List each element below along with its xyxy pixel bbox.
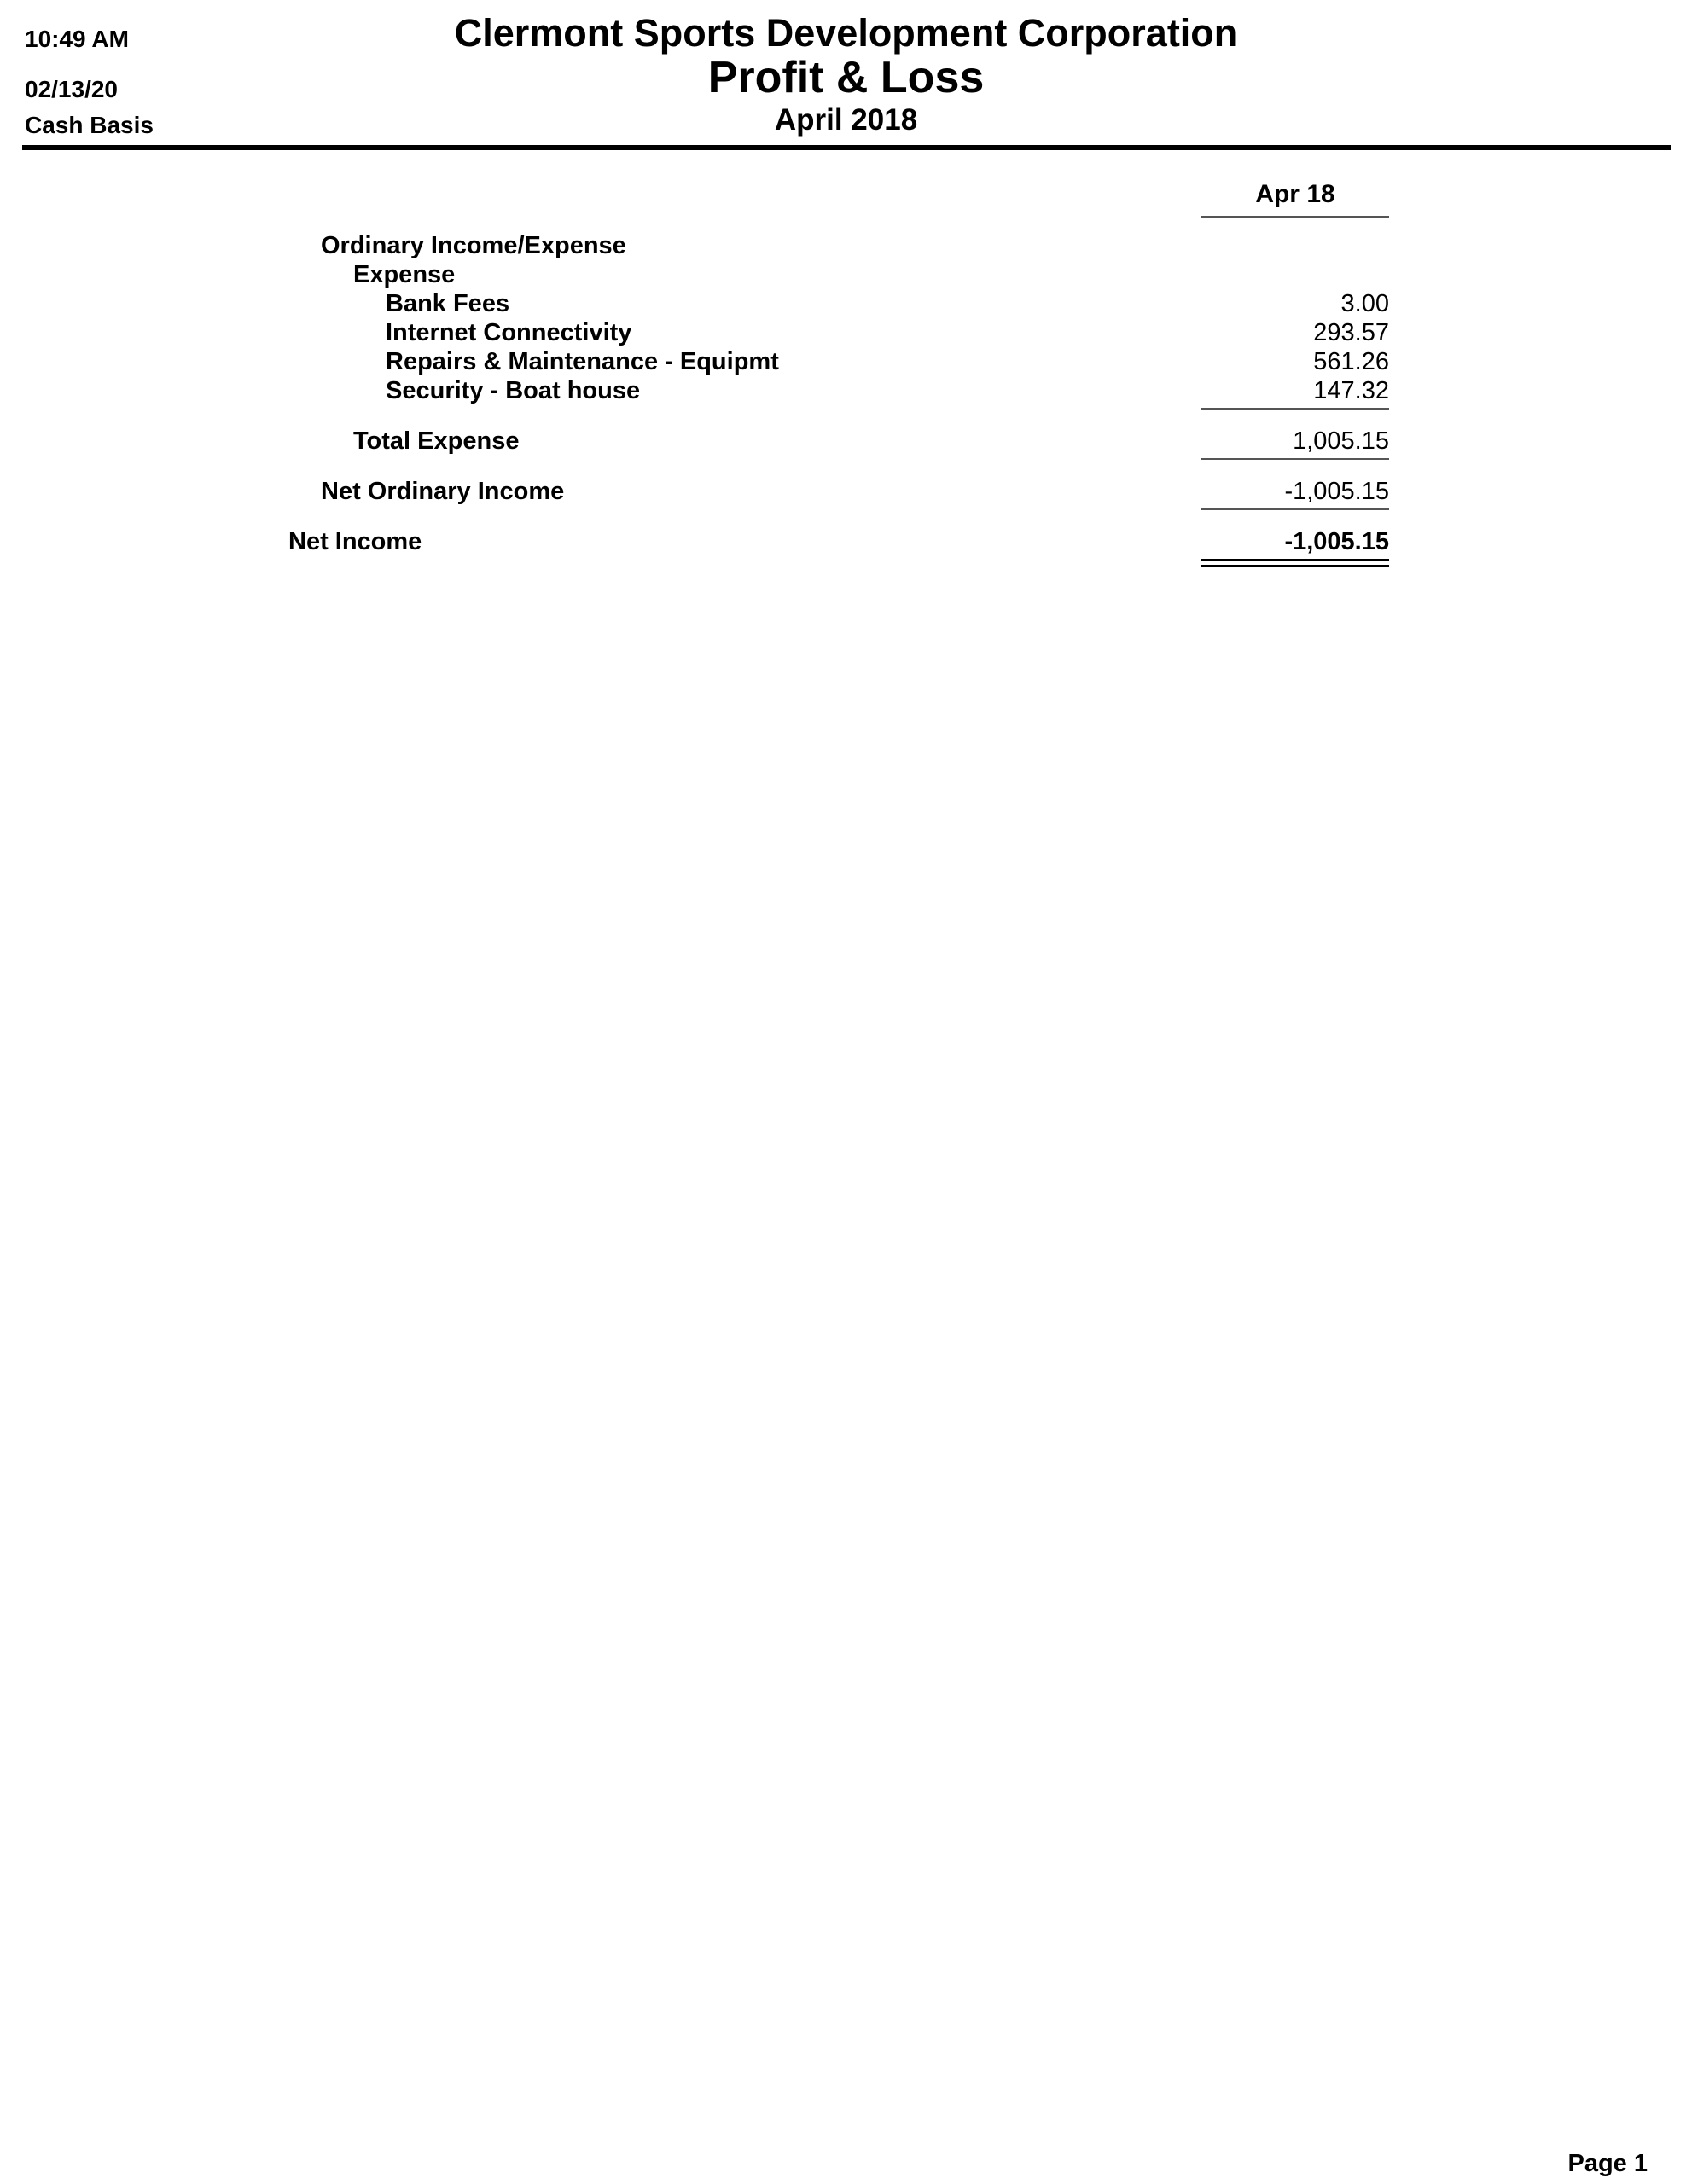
page-number: Page 1	[1567, 2150, 1648, 2177]
subtotal-rule	[1201, 508, 1389, 510]
expense-item-value: 147.32	[1313, 377, 1389, 404]
report-date: 02/13/20	[25, 76, 118, 102]
report-basis: Cash Basis	[25, 112, 154, 138]
company-name: Clermont Sports Development Corporation	[454, 11, 1238, 55]
expense-item-label: Repairs & Maintenance - Equipmt	[386, 348, 779, 375]
total-expense-label: Total Expense	[353, 427, 520, 455]
section-expense: Expense	[353, 261, 456, 288]
header-divider	[22, 145, 1671, 150]
column-header: Apr 18	[1201, 182, 1389, 218]
net-ordinary-income-value: -1,005.15	[1284, 478, 1389, 505]
report-time: 10:49 AM	[25, 26, 129, 52]
total-expense-value: 1,005.15	[1293, 427, 1389, 455]
expense-item-label: Internet Connectivity	[386, 319, 632, 346]
section-ordinary-income-expense: Ordinary Income/Expense	[321, 232, 626, 259]
subtotal-rule	[1201, 408, 1389, 410]
expense-item-value: 561.26	[1313, 348, 1389, 375]
subtotal-rule	[1201, 458, 1389, 460]
report-title: Profit & Loss	[707, 53, 985, 102]
report-period: April 2018	[774, 103, 918, 136]
net-ordinary-income-label: Net Ordinary Income	[321, 478, 565, 505]
expense-item-label: Security - Boat house	[386, 377, 641, 404]
grand-total-double-rule	[1201, 559, 1389, 567]
net-income-value: -1,005.15	[1284, 528, 1389, 555]
expense-item-value: 3.00	[1340, 290, 1389, 317]
expense-item-label: Bank Fees	[386, 290, 510, 317]
expense-item-value: 293.57	[1313, 319, 1389, 346]
net-income-label: Net Income	[288, 528, 422, 555]
